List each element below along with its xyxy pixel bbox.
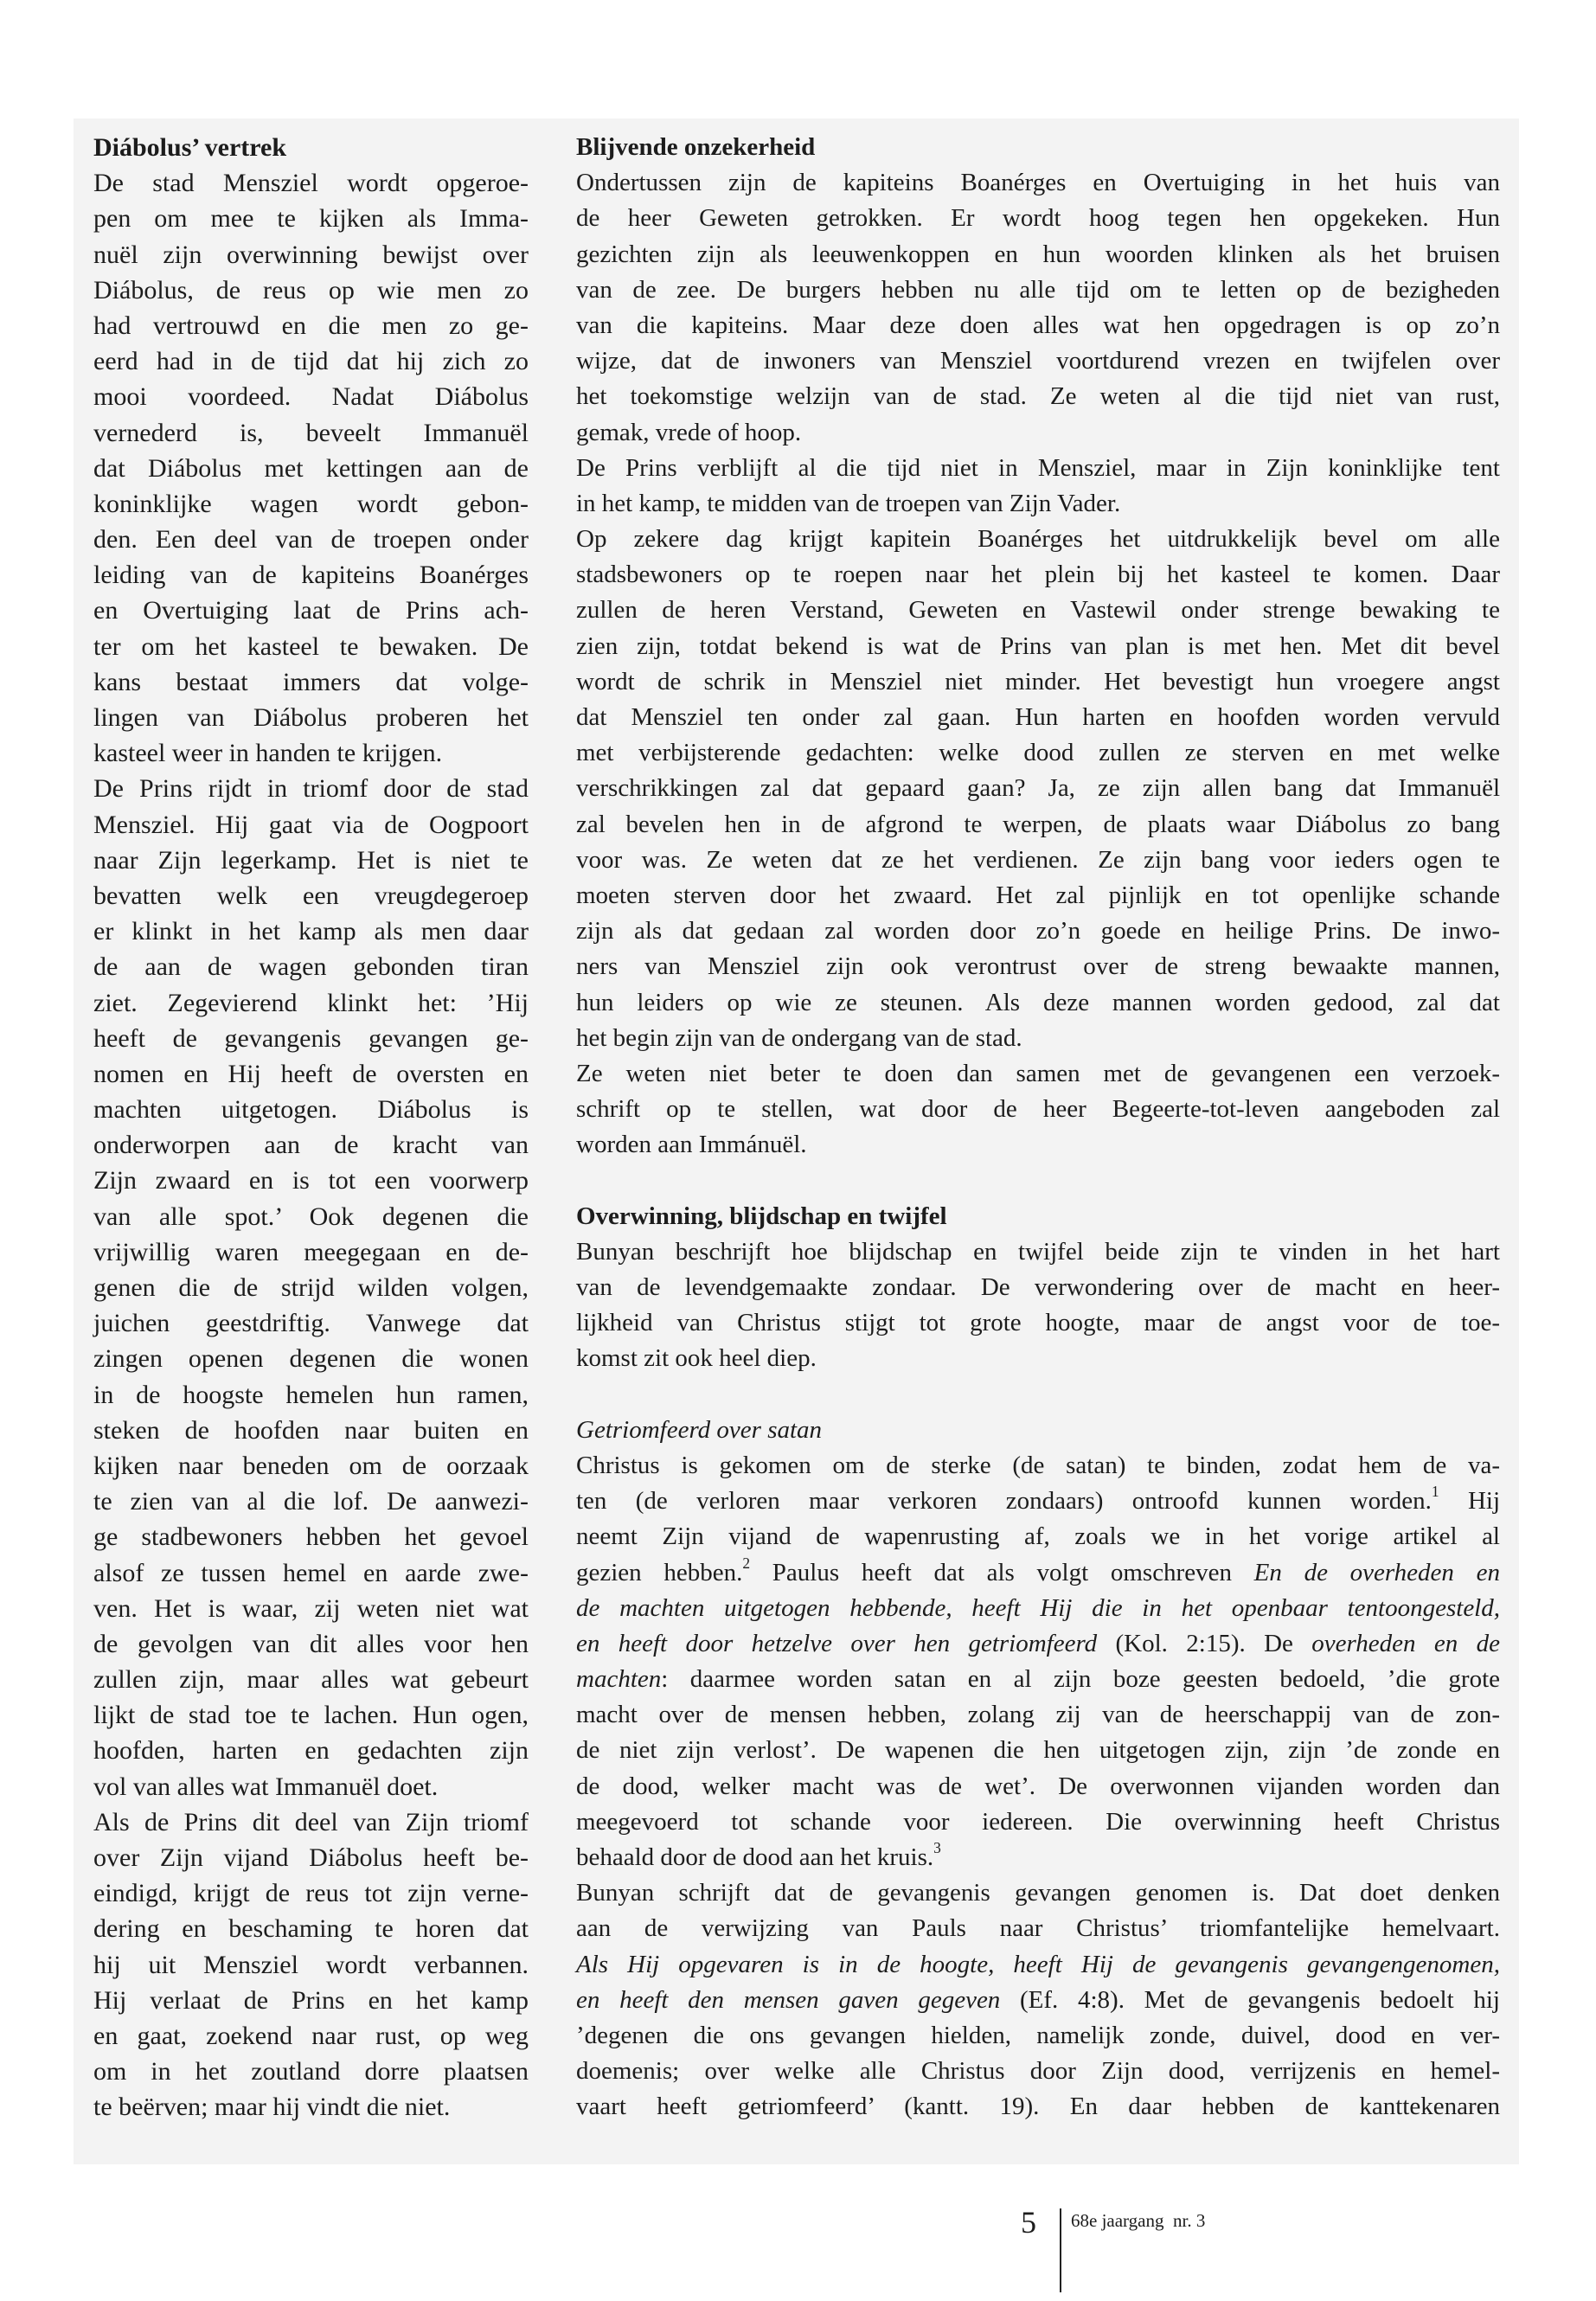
text-line: ter om het kasteel te bewaken. De [93,631,529,661]
text-line: nomen en Hij heeft de oversten en [93,1059,529,1088]
text-line: neemt Zijn vijand de wapenrusting af, zoals we in het vorige artikel al [576,1522,1500,1551]
text-line: om in het zoutland dorre plaatsen [93,2057,529,2086]
text-line: in de hoogste hemelen hun ramen, [93,1380,529,1409]
subheading: Getriomfeerd over satan [576,1415,823,1444]
text-line: van de levendgemaakte zondaar. De verwondering over de macht en heer- [576,1273,1500,1301]
text-line: voor was. Ze weten dat ze het verdienen. Ze zijn bang voor ieders ogen te [576,845,1500,874]
text-line: den. Een deel van de troepen onder [93,525,529,554]
text-line: er klinkt in het kamp als men daar [93,917,529,946]
italic-text: overheden en de [1311,1629,1501,1657]
text-line: en gaat, zoekend naar rust, op weg [93,2021,529,2050]
text-line: de dood, welker macht was de wet’. De overwonnen vijanden worden dan [576,1772,1500,1800]
text-line: vernederd is, beveelt Immanuël [93,418,529,447]
page-number: 5 [1021,2205,1036,2240]
text-line [576,1947,1500,1983]
text-line: hun leiders op wie ze steunen. Als deze mannen worden gedood, zal dat [576,988,1500,1016]
text-line: ’degenen die ons gevangen hielden, namelijk zonde, duivel, dood en ver- [576,2021,1500,2049]
text-line: het begin zijn van de ondergang van de stad. [576,1023,1022,1052]
italic-text: En de overheden en [1253,1558,1500,1586]
text-line: zullen de heren Verstand, Geweten en Vastewil onder strenge bewaking te [576,596,1500,625]
text-line: de aan de wagen gebonden tiran [93,952,529,982]
footnote-ref: 1 [1431,1483,1439,1501]
text-line: schrift op te stellen, wat door de heer Begeerte-tot-leven aangeboden zal [576,1095,1500,1124]
text-line: gezien hebben.$^2$ Paulus heeft dat als volgt omschreven En de overheden en [576,1554,1500,1586]
text-line: Bunyan schrijft dat de gevangenis gevangen genomen is. Dat doet denken [576,1879,1500,1907]
right-column [576,130,1500,2125]
text-line: heeft de gevangenis gevangen ge- [93,1023,529,1053]
text-line: Hij verlaat de Prins en het kamp [93,1985,529,2015]
text-line: De stad Mensziel wordt opgeroe- [93,169,529,198]
text-line: kasteel weer in handen te krijgen. [93,739,443,768]
text-line: juichen geestdriftig. Vanwege dat [93,1309,529,1338]
text-line: Op zekere dag krijgt kapitein Boanérges het uitdrukkelijk bevel om alle [576,525,1500,554]
text-line: doemenis; over welke alle Christus door Zijn dood, verrijzenis en hemel- [576,2057,1500,2086]
text-line: ten (de verloren maar verkoren zondaars) ontroofd kunnen worden.$^1$ Hij [576,1483,1500,1516]
text-line: leiding van de kapiteins Boanérges [93,561,529,590]
text-line: ge stadbewoners hebben het gevoel [93,1522,529,1552]
text-line: Diábolus, de reus op wie men zo [93,275,529,304]
italic-text: de machten uitgetogen hebbende, heeft Hij die in het openbaar tentoongesteld, [576,1593,1500,1622]
footer-divider [1060,2208,1061,2292]
text-line: De Prins verblijft al die tijd niet in Mensziel, maar in Zijn koninklijke tent [576,453,1500,482]
text-line: en Overtuiging laat de Prins ach- [93,596,529,625]
text-line: meegevoerd tot schande voor iedereen. Die overwinning heeft Christus [576,1807,1500,1836]
text-line: bevatten welk een vreugdegeroep [93,881,529,910]
text-line [576,1163,1500,1198]
text-line: en heeft door hetzelve over hen getriomfeerd (Kol. 2:15). De overheden en de [576,1629,1501,1657]
text-line: te zien van al die lof. De aanwezi- [93,1487,529,1516]
text-line: Ze weten niet beter te doen dan samen met de gevangenen een verzoek- [576,1059,1500,1087]
text-line: lijkheid van Christus stijgt tot grote hoogte, maar de angst voor de toe- [576,1309,1500,1337]
text-line: dering en beschaming te horen dat [93,1914,529,1944]
text-line [576,1591,1500,1626]
text-line: eerd had in de tijd dat hij zich zo [93,347,529,376]
text-line: steken de hoofden naar buiten en [93,1415,529,1445]
text-line: macht over de mensen hebben, zolang zij van de heerschappij van de zon- [576,1701,1500,1729]
text-line: te beërven; maar hij vindt die niet. [93,2093,451,2122]
text-line: en heeft den mensen gaven gegeven (Ef. 4:8). Met de gevangenis bedoelt hij [576,1985,1500,2014]
text-line: Als de Prins dit deel van Zijn triomf [93,1807,529,1836]
text-line: zien zijn, totdat bekend is wat de Prins van plan is met hen. Met dit bevel [576,631,1500,660]
text-line: ners van Mensziel zijn ook verontrust over de streng bewaakte mannen, [576,952,1500,981]
text-line: zal bevelen hen in de afgrond te werpen, de plaats waar Diábolus zo bang [576,810,1500,838]
section-heading: Diábolus’ vertrek [93,133,287,162]
text-line: zingen openen degenen die wonen [93,1344,529,1374]
text-line: van de zee. De burgers hebben nu alle tijd om te letten op de bezigheden [576,275,1500,304]
text-line: in het kamp, te midden van de troepen van Zijn Vader. [576,489,1121,517]
text-line: kans bestaat immers dat volge- [93,667,529,696]
text-line: Ondertussen zijn de kapiteins Boanérges en Overtuiging in het huis van [576,169,1500,197]
text-line: dat Mensziel ten onder zal gaan. Hun harten en hoofden worden vervuld [576,703,1500,731]
issue-label: 68e jaargang nr. 3 [1071,2210,1206,2231]
text-line: worden aan Immánuël. [576,1131,807,1159]
text-line: van alle spot.’ Ook degenen die [93,1202,529,1231]
text-line: lijkt de stad toe te lachen. Hun ogen, [93,1701,529,1730]
text-line: ven. Het is waar, zij weten niet wat [93,1593,529,1623]
footnote-ref: 2 [742,1554,751,1572]
italic-text: en heeft den mensen gaven gegeven [576,1985,1001,2014]
text-line: Mensziel. Hij gaat via de Oogpoort [93,810,529,839]
text-line: de niet zijn verlost’. De wapenen die hen uitgetogen zijn, zijn ’de zonde en [576,1736,1500,1765]
text-line: machten: daarmee worden satan en al zijn boze geesten bedoeld, ’die grote [576,1665,1500,1694]
text-line: gezichten zijn als leeuwenkoppen en hun woorden klinken als het bruisen [576,240,1500,268]
text-line: naar Zijn legerkamp. Het is niet te [93,845,529,875]
italic-text: en heeft door hetzelve over hen getriomfeerd [576,1629,1098,1657]
text-line: pen om mee te kijken als Imma- [93,204,529,234]
text-line: gemak, vrede of hoop. [576,418,802,446]
text-line: alsof ze tussen hemel en aarde zwe- [93,1558,529,1587]
text-line: genen die de strijd wilden volgen, [93,1273,529,1302]
text-line [576,1377,1500,1413]
italic-text: machten [576,1665,662,1694]
text-line: de gevolgen van dit alles voor hen [93,1629,529,1658]
text-line: verschrikkingen zal dat gepaard gaan? Ja, ze zijn allen bang dat Immanuël [576,774,1500,803]
text-line: kijken naar beneden om de oorzaak [93,1451,529,1480]
left-column [93,130,529,2125]
text-line: ziet. Zegevierend klinkt het: ’Hij [93,988,529,1017]
text-line: aan de verwijzing van Pauls naar Christus’ triomfantelijke hemelvaart. [576,1914,1500,1943]
text-line: van die kapiteins. Maar deze doen alles wat hen opgedragen is op zo’n [576,311,1500,339]
text-line: vaart heeft getriomfeerd’ (kantt. 19). En daar hebben de kanttekenaren [576,2093,1500,2121]
text-line: machten uitgetogen. Diábolus is [93,1095,529,1125]
text-line: de heer Geweten getrokken. Er wordt hoog tegen hen opgekeken. Hun [576,204,1500,233]
text-line: dat Diábolus met kettingen aan de [93,453,529,483]
text-line: vol van alles wat Immanuël doet. [93,1772,439,1801]
text-line: had vertrouwd en die men zo ge- [93,311,529,340]
text-line: onderworpen aan de kracht van [93,1131,529,1160]
text-line: lingen van Diábolus proberen het [93,703,529,732]
text-line: het toekomstige welzijn van de stad. Ze weten al die tijd niet van rust, [576,382,1500,411]
text-line: stadsbewoners op te roepen naar het plein bij het kasteel te komen. Daar [576,561,1500,589]
text-line: behaald door de dood aan het kruis.$^3$ [576,1839,941,1871]
footnote-ref: 3 [933,1839,941,1857]
text-line: zullen zijn, maar alles wat gebeurt [93,1665,529,1695]
section-heading: Overwinning, blijdschap en twijfel [576,1202,947,1230]
text-line: wijze, dat de inwoners van Mensziel voortdurend vrezen en twijfelen over [576,347,1500,375]
text-line: hoofden, harten en gedachten zijn [93,1736,529,1766]
text-line: koninklijke wagen wordt gebon- [93,489,529,518]
text-line: De Prins rijdt in triomf door de stad [93,774,529,804]
text-line: nuël zijn overwinning bewijst over [93,240,529,269]
text-line: Christus is gekomen om de sterke (de satan) te binden, zodat hem de va- [576,1451,1500,1479]
text-line: mooi voordeed. Nadat Diábolus [93,382,529,412]
section-heading: Blijvende onzekerheid [576,133,816,161]
text-line: Bunyan beschrijft hoe blijdschap en twijfel beide zijn te vinden in het hart [576,1237,1500,1266]
text-line: zijn als dat gedaan zal worden door zo’n goede en heilige Prins. De inwo- [576,917,1500,945]
text-line: wordt de schrik in Mensziel niet minder. Het bevestigt hun vroegere angst [576,667,1500,695]
italic-text: Als Hij opgevaren is in de hoogte, heeft Hij de gevangenis gevangengenomen, [576,1950,1500,1978]
text-line: hij uit Mensziel wordt verbannen. [93,1950,529,1979]
text-line: met verbijsterende gedachten: welke dood zullen ze sterven en met welke [576,739,1500,767]
text-line: moeten sterven door het zwaard. Het zal pijnlijk en tot openlijke schande [576,881,1500,909]
text-line: eindigd, krijgt de reus tot zijn verne- [93,1879,529,1908]
text-line: Zijn zwaard en is tot een voorwerp [93,1166,529,1195]
text-line: vrijwillig waren meegegaan en de- [93,1237,529,1266]
text-line: over Zijn vijand Diábolus heeft be- [93,1843,529,1872]
text-line: komst zit ook heel diep. [576,1344,817,1373]
